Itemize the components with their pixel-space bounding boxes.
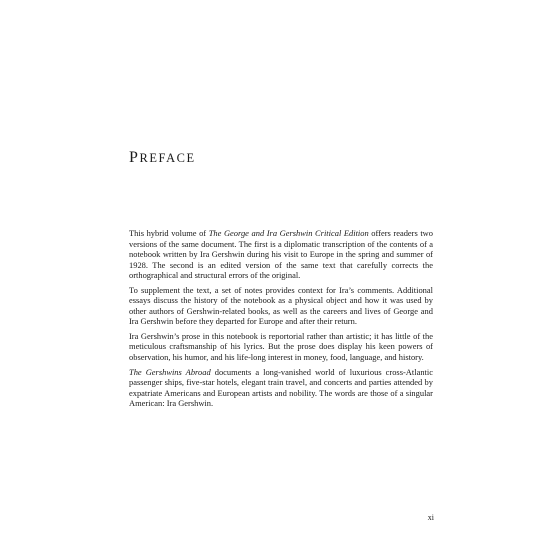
heading-small-caps: REFACE <box>139 151 196 165</box>
text-segment: This hybrid volume of <box>129 228 209 238</box>
text-segment: offers readers two versions of the same document. The first is a diplomatic transcription of the contents of a notebook written by Ira Gershwin during his visit to Europe in the spring and summer of 1928. The second is an edited version of the same text that carefully corrects the orthographical and structural errors of the original. <box>129 228 433 281</box>
text-segment: To supplement the text, a set of notes provides context for Ira’s comments. Additional essays discuss the history of the notebook as a physical object and how it was used by other authors of Gershwin-related books, as well as the careers and lives of George and Ira Gershwin before they departed for Europe and after their return. <box>129 284 433 327</box>
body-text <box>129 228 433 413</box>
text-segment: Ira Gershwin’s prose in this notebook is reportorial rather than artistic; it has little of the meticulous craftsmanship of his lyrics. But the prose does display his keen powers of observation, his humor, and his life-long interest in money, food, language, and history. <box>129 330 433 363</box>
paragraph-1 <box>129 228 433 281</box>
paragraph-4 <box>129 367 433 409</box>
page-number: xi <box>427 513 434 522</box>
paragraph-2 <box>129 285 433 327</box>
chapter-heading <box>129 148 196 168</box>
italic-title: The Gershwins Abroad <box>129 366 211 377</box>
heading-initial: P <box>129 149 140 166</box>
paragraph-3 <box>129 331 433 363</box>
text-segment: documents a long-vanished world of luxurious cross-Atlantic passenger ships, five-star hotels, elegant train travel, and concerts and parties attended by expatriate Americans and European artists and nobility. The words are those of a singular American: Ira Gershwin. <box>129 366 433 409</box>
italic-title: The George and Ira Gershwin Critical Edition <box>208 228 369 238</box>
